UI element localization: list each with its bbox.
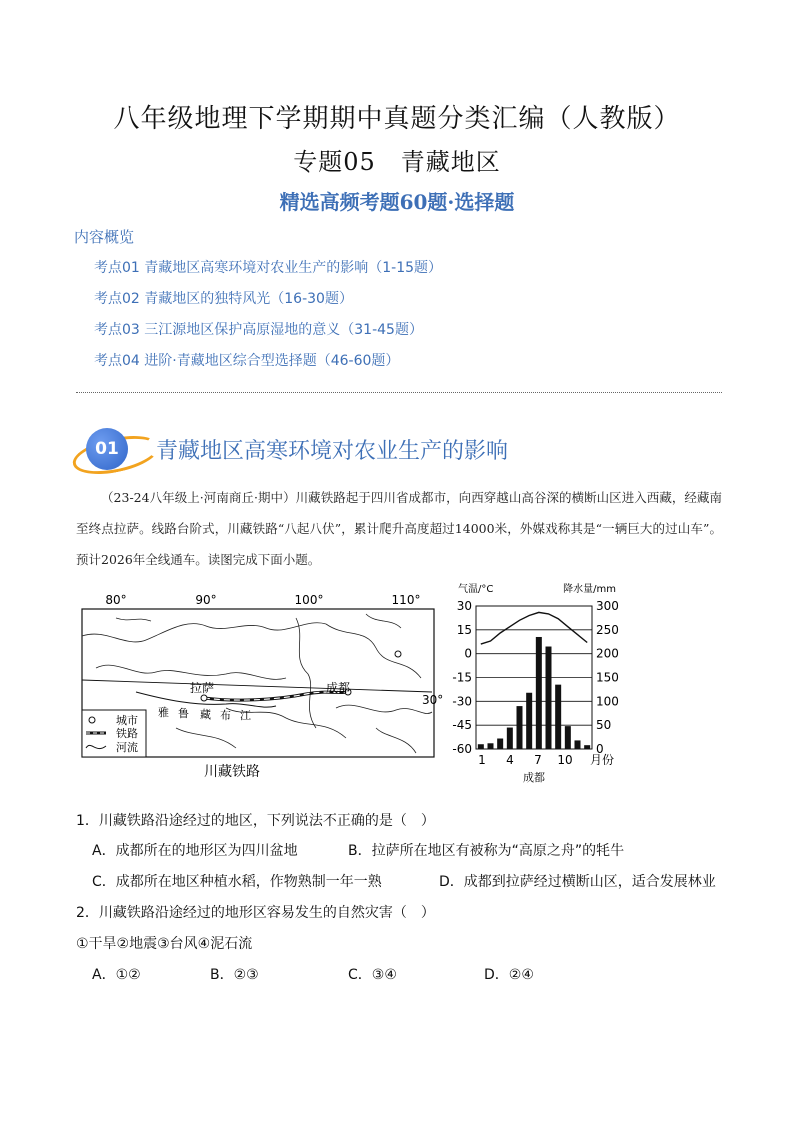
passage-text: （23-24八年级上·河南商丘·期中）川藏铁路起于四川省成都市，向西穿越山高谷深的横断山区进入西藏，经藏南至终点拉萨。线路台阶式，川藏铁路“八起八伏”，累计爬升高度超过14000米，外媒戏称其是“一辆巨大的过山车”。预计2026年全线通车。读图完成下面小题。 [76,490,722,567]
precip-bar [555,685,561,749]
toc-item[interactable]: 考点03 三江源地区保护高原湿地的意义（31-45题） [94,322,423,338]
option[interactable]: B．拉萨所在地区有被称为“高原之舟”的牦牛 [348,843,625,859]
precip-tick-label: 50 [596,718,612,733]
left-axis-label: 气温/°C [458,584,494,595]
lon-label: 90° [195,593,217,607]
precip-bar [497,739,503,749]
temp-tick-label: 0 [464,646,472,661]
option[interactable]: A．①② [92,967,141,983]
precip-bar [584,745,590,749]
precip-bar [546,647,552,749]
lat-label: 30° [422,693,444,707]
climate-chart [452,580,627,790]
precip-bar [565,726,571,749]
option[interactable]: C．成都所在地区种植水稻，作物熟制一年一熟 [92,874,382,890]
topic-title: 专题05 青藏地区 [293,148,501,176]
lon-label: 80° [105,593,127,607]
lon-label: 100° [294,593,324,607]
x-tick-label: 10 [557,753,573,767]
precip-tick-label: 100 [596,694,619,709]
temp-tick-label: -60 [452,742,472,756]
document-title: 八年级地理下学期期中真题分类汇编（人教版） [113,104,681,134]
river-label: 布 [220,709,231,722]
river-label: 鲁 [178,707,189,720]
toc-item[interactable]: 考点01 青藏地区高寒环境对农业生产的影响（1-15题） [94,260,443,276]
precip-bar [488,743,494,749]
precip-tick-label: 0 [596,742,604,756]
precip-bar [478,744,484,749]
toc-item[interactable]: 考点02 青藏地区的独特风光（16-30题） [94,291,353,307]
city-marker [201,695,207,701]
map-caption: 川藏铁路 [204,764,260,780]
temp-tick-label: -15 [452,670,472,685]
precip-tick-label: 200 [596,646,619,661]
city-label: 成都 [325,681,351,695]
passage [76,482,722,575]
temp-tick-label: -30 [452,694,472,709]
river-label: 藏 [200,708,211,721]
precip-tick-label: 250 [596,622,619,637]
x-tick-label: 1 [478,753,486,767]
toc-item[interactable]: 考点04 进阶·青藏地区综合型选择题（46-60题） [94,353,400,369]
section-title: 青藏地区高寒环境对农业生产的影响 [156,439,509,464]
temperature-line [481,612,587,644]
legend-city: 城市 [116,714,138,727]
precip-bar [575,740,581,749]
lon-label: 110° [391,593,421,607]
legend-river: 河流 [116,741,138,754]
subtitle: 精选高频考题60题·选择题 [279,190,515,214]
legend-railway: 铁路 [116,727,138,740]
x-tick-label: 月份 [590,753,615,767]
railway-map [76,588,446,788]
question-stem: 2．川藏铁路沿途经过的地形区容易发生的自然灾害（ ） [76,905,435,921]
option[interactable]: D．②④ [484,967,534,983]
right-axis-label: 降水量/mm [563,584,616,595]
question-items: ①干旱②地震③台风④泥石流 [76,936,253,952]
option[interactable]: C．③④ [348,967,397,983]
river-label: 江 [240,709,251,722]
temp-tick-label: 30 [456,599,472,613]
section-number-badge: 01 [86,428,128,470]
precip-bar [517,706,523,749]
precip-bar [536,637,542,749]
option[interactable]: B．②③ [210,967,259,983]
question-stem: 1．川藏铁路沿途经过的地区，下列说法不正确的是（ ） [76,813,435,829]
option[interactable]: D．成都到拉萨经过横断山区，适合发展林业 [439,874,716,890]
temp-tick-label: 15 [456,622,472,637]
river-label: 雅 [158,706,169,719]
city-label: 拉萨 [189,681,215,695]
precip-tick-label: 150 [596,670,619,685]
precip-tick-label: 300 [596,599,619,613]
precip-bar [526,693,532,749]
location-label: 成都 [523,771,545,784]
temp-tick-label: -45 [452,718,472,733]
x-tick-label: 7 [534,753,542,767]
divider [76,392,722,393]
toc-heading: 内容概览 [74,228,135,246]
x-tick-label: 4 [506,753,514,767]
precip-bar [507,728,513,749]
option[interactable]: A．成都所在的地形区为四川盆地 [92,843,298,859]
